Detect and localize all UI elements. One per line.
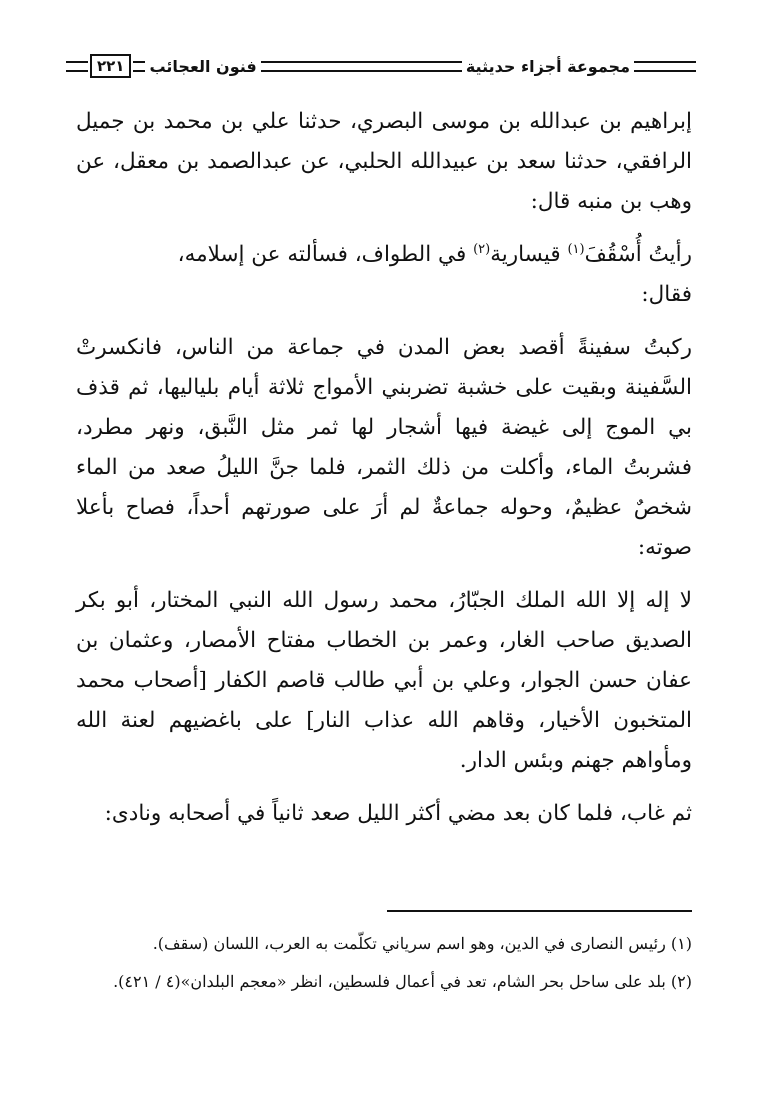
bishop-paragraph xyxy=(76,235,692,315)
closing-paragraph: ثم غاب، فلما كان بعد مضي أكثر الليل صعد ثانياً في أصحابه ونادى: xyxy=(104,801,692,826)
header-rule-left xyxy=(66,61,88,72)
bishop-text-2: قيسارية xyxy=(490,242,561,267)
footnote-1: (١) رئيس النصارى في الدين، وهو اسم سرياني تكلّمت به العرب، اللسان (سقف). xyxy=(152,934,692,953)
running-header xyxy=(66,48,696,84)
header-rule-small xyxy=(133,61,145,72)
header-rule-right xyxy=(634,61,696,72)
header-rule-middle xyxy=(261,61,462,72)
proclamation-paragraph: لا إله إلا الله الملك الجبّارُ، محمد رسول الله النبي المختار، أبو بكر الصديق صاحب الغار، وعمر بن الخطاب مفتاح الأمصار، وعثمان بن عفان حسن الجوار، وعلي بن أبي طالب قاصم الكفار [أصحاب محمد المتخبون الأخيار، وقاهم الله عذاب النار] على باغضيهم لعنة الله ومأواهم جهنم وبئس الدار. xyxy=(76,588,692,773)
footnotes xyxy=(76,930,692,996)
story-paragraph: ركبتُ سفينةً أقصد بعض المدن في جماعة من الناس، فانكسرتْ السَّفينة وبقيت على خشبة تضربني الأمواج ثلاثة أيام بلياليها، ثم قذف بي الموج إلى غيضة فيها أشجار لها ثمر مثل النَّبق، ونهر مطرد، فشربتُ الماء، وأكلت من ذلك الثمر، فلما جنَّ الليلُ صعد من الماء شخصٌ عظيمٌ، وحوله جماعةٌ لم أرَ على صورتهم أحداً، فصاح بأعلا صوته: xyxy=(76,335,692,560)
bishop-text-3: في الطواف، فسألته عن إسلامه، xyxy=(177,242,467,267)
page-number: ٢٢١ xyxy=(90,54,131,78)
bishop-said: فقال: xyxy=(641,282,692,307)
footnote-2: (٢) بلد على ساحل بحر الشام، تعد في أعمال فلسطين، انظر «معجم البلدان»(٤ / ٤٢١). xyxy=(113,972,692,991)
bishop-text-1: رأيتُ أُسْقُفَ xyxy=(584,242,692,267)
header-book-title: فنون العجائب xyxy=(149,56,257,76)
footnote-divider xyxy=(387,910,692,912)
isnad-paragraph: إبراهيم بن عبدالله بن موسى البصري، حدثنا علي بن محمد بن جميل الرافقي، حدثنا سعد بن عبيدالله الحلبي، عن عبدالصمد بن معقل، عن وهب بن منبه قال: xyxy=(76,109,692,214)
footnote-ref-1[interactable]: (١) xyxy=(567,242,585,257)
header-series-title: مجموعة أجزاء حديثية xyxy=(465,56,630,76)
footnote-ref-2[interactable]: (٢) xyxy=(473,242,491,257)
main-text xyxy=(76,102,692,834)
